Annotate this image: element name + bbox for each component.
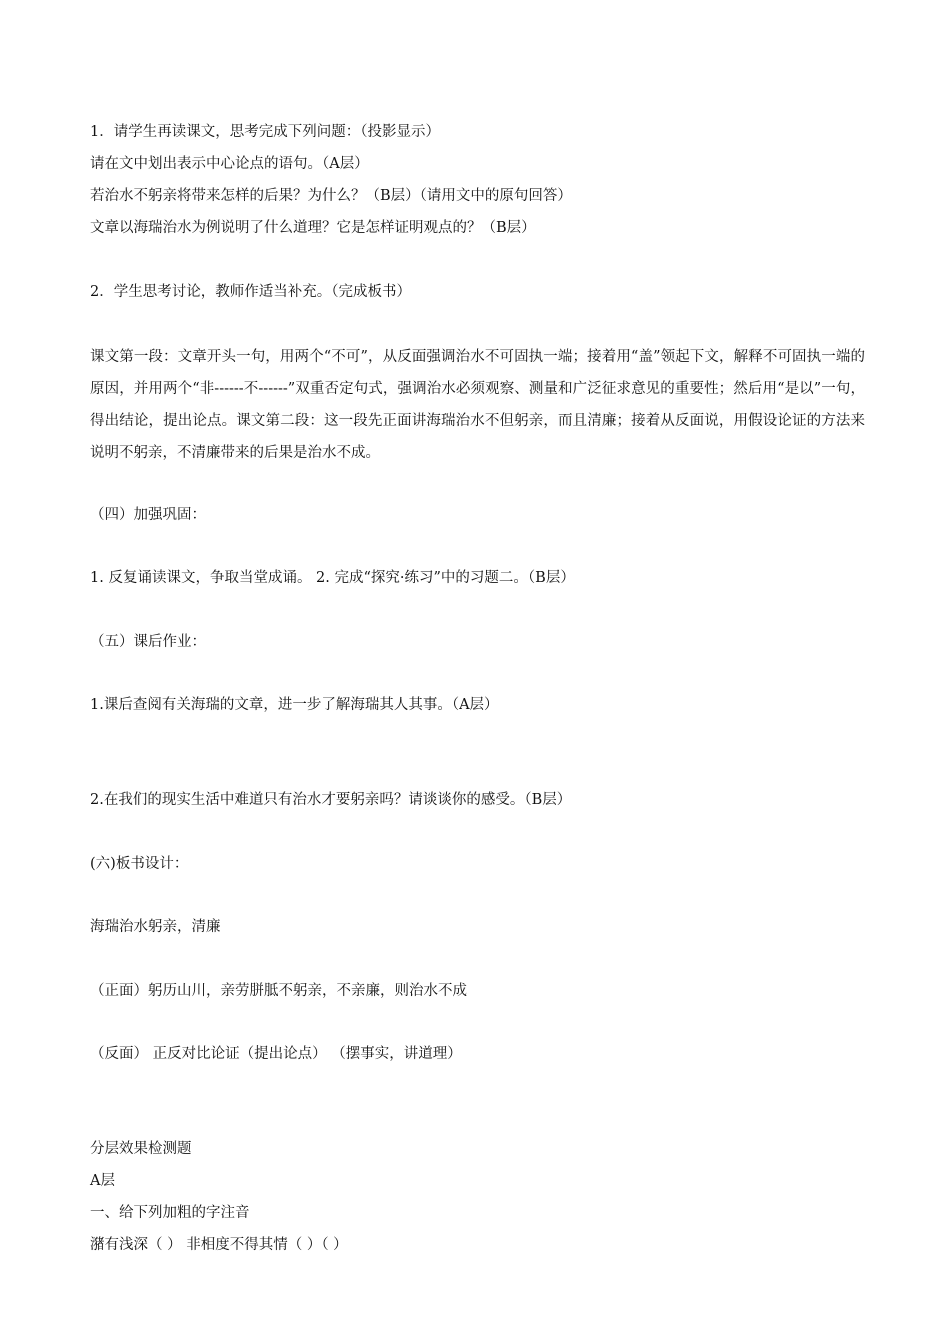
test-question-1: 一、给下列加粗的字注音: [90, 1205, 250, 1221]
section6-heading: (六)板书设计：: [90, 856, 189, 872]
homework-item-1: 1.课后查阅有关海瑞的文章，进一步了解海瑞其人其事。（A层）: [90, 697, 499, 713]
section5-heading: （五）课后作业：: [90, 634, 206, 650]
section4-items: 1. 反复诵读课文，争取当堂成诵。 2. 完成“探究·练习”中的习题二。（B层）: [90, 570, 575, 586]
homework-item-2: 2.在我们的现实生活中难道只有治水才要躬亲吗？请谈谈你的感受。（B层）: [90, 792, 572, 808]
discussion-step: 2．学生思考讨论，教师作适当补充。（完成板书）: [90, 284, 411, 300]
text-analysis-paragraph: 课文第一段：文章开头一句，用两个“不可”，从反面强调治水不可固执一端；接着用“盖”领起下文，解释不可固执一端的原因，并用两个“非------不------”双重否定句式，强调治水必须观察、测量和广泛征求意见的重要性；然后用“是以”一句，得出结论，提出论点。课文第二段：这一段先正面讲海瑞治水不但躬亲，而且清廉；接着从反面说，用假设论证的方法来说明不躬亲，不清廉带来的后果是治水不成。: [90, 349, 865, 461]
test-level: A层: [90, 1173, 115, 1189]
section4-heading: （四）加强巩固：: [90, 507, 206, 523]
test-title: 分层效果检测题: [90, 1141, 192, 1157]
question-intro: 1．请学生再读课文，思考完成下列问题：（投影显示）: [90, 124, 440, 140]
question-b1: 若治水不躬亲将带来怎样的后果？为什么？（B层）（请用文中的原句回答）: [90, 188, 572, 204]
board-line-1: 海瑞治水躬亲，清廉: [90, 919, 221, 935]
test-question-1-items: 潴有浅深（ ） 非相度不得其情（ ）（ ）: [90, 1237, 348, 1253]
board-line-2: （正面）躬历山川，亲劳胼胝不躬亲，不亲廉，则治水不成: [90, 983, 467, 999]
question-a: 请在文中划出表示中心论点的语句。（A层）: [90, 156, 369, 172]
board-line-3: （反面） 正反对比论证（提出论点） （摆事实，讲道理）: [90, 1046, 462, 1062]
question-b2: 文章以海瑞治水为例说明了什么道理？它是怎样证明观点的？（B层）: [90, 220, 536, 236]
